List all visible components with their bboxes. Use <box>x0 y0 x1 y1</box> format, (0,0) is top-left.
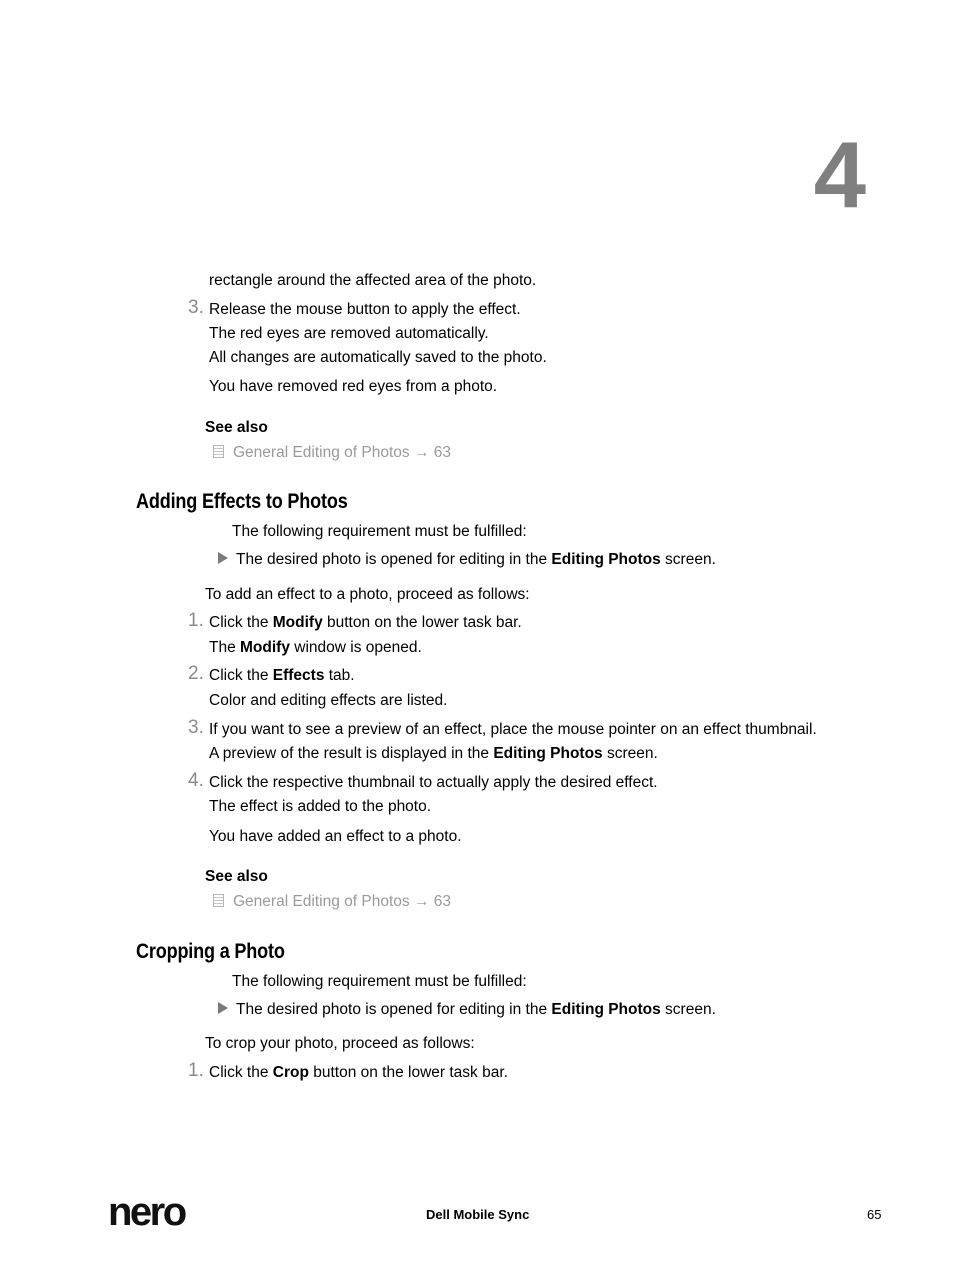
step-result: The effect is added to the photo. <box>209 798 432 815</box>
section-heading: Cropping a Photo <box>136 940 285 963</box>
procedure-intro: To add an effect to a photo, proceed as follows: <box>205 586 530 603</box>
footer-title: Dell Mobile Sync <box>426 1207 530 1222</box>
conclusion-text: You have added an effect to a photo. <box>209 828 462 845</box>
see-also-link[interactable] <box>213 444 451 462</box>
step-number: 3. <box>188 297 204 318</box>
step-text: If you want to see a preview of an effect, place the mouse pointer on an effect thumbnail. <box>209 721 817 738</box>
chapter-number: 4 <box>813 122 866 227</box>
procedure-intro: To crop your photo, proceed as follows: <box>205 1035 475 1052</box>
step-result: The Modify window is opened. <box>209 639 422 656</box>
step-number: 2. <box>188 663 204 684</box>
step-text: Click the Effects tab. <box>209 667 355 684</box>
bullet-triangle-icon <box>218 1002 228 1014</box>
nero-logo: nero <box>108 1190 185 1234</box>
step-text: Click the Crop button on the lower task bar. <box>209 1064 508 1081</box>
page-number: 65 <box>867 1207 882 1222</box>
requirement-item: The desired photo is opened for editing in the Editing Photos screen. <box>218 551 716 569</box>
see-also-link-text[interactable]: General Editing of Photos → 63 <box>233 893 451 910</box>
continued-text: rectangle around the affected area of the photo. <box>209 272 537 289</box>
step-result: The red eyes are removed automatically. <box>209 325 489 342</box>
requirement-intro: The following requirement must be fulfilled: <box>232 523 527 540</box>
conclusion-text: You have removed red eyes from a photo. <box>209 378 498 395</box>
step-result: A preview of the result is displayed in the Editing Photos screen. <box>209 745 658 762</box>
see-also-link-text[interactable]: General Editing of Photos → 63 <box>233 444 451 461</box>
document-icon <box>213 445 224 458</box>
step-number: 1. <box>188 1060 204 1081</box>
step-number: 3. <box>188 717 204 738</box>
see-also-heading: See also <box>205 419 268 436</box>
see-also-heading: See also <box>205 868 268 885</box>
section-heading: Adding Effects to Photos <box>136 490 348 513</box>
step-result: Color and editing effects are listed. <box>209 692 448 709</box>
step-number: 4. <box>188 770 204 791</box>
see-also-link[interactable] <box>213 893 451 911</box>
requirement-intro: The following requirement must be fulfilled: <box>232 973 527 990</box>
step-text: Release the mouse button to apply the effect. <box>209 301 521 318</box>
document-icon <box>213 894 224 907</box>
requirement-item: The desired photo is opened for editing in the Editing Photos screen. <box>218 1001 716 1019</box>
bullet-triangle-icon <box>218 552 228 564</box>
step-number: 1. <box>188 610 204 631</box>
step-result: All changes are automatically saved to the photo. <box>209 349 547 366</box>
step-text: Click the respective thumbnail to actually apply the desired effect. <box>209 774 658 791</box>
step-text: Click the Modify button on the lower task bar. <box>209 614 522 631</box>
